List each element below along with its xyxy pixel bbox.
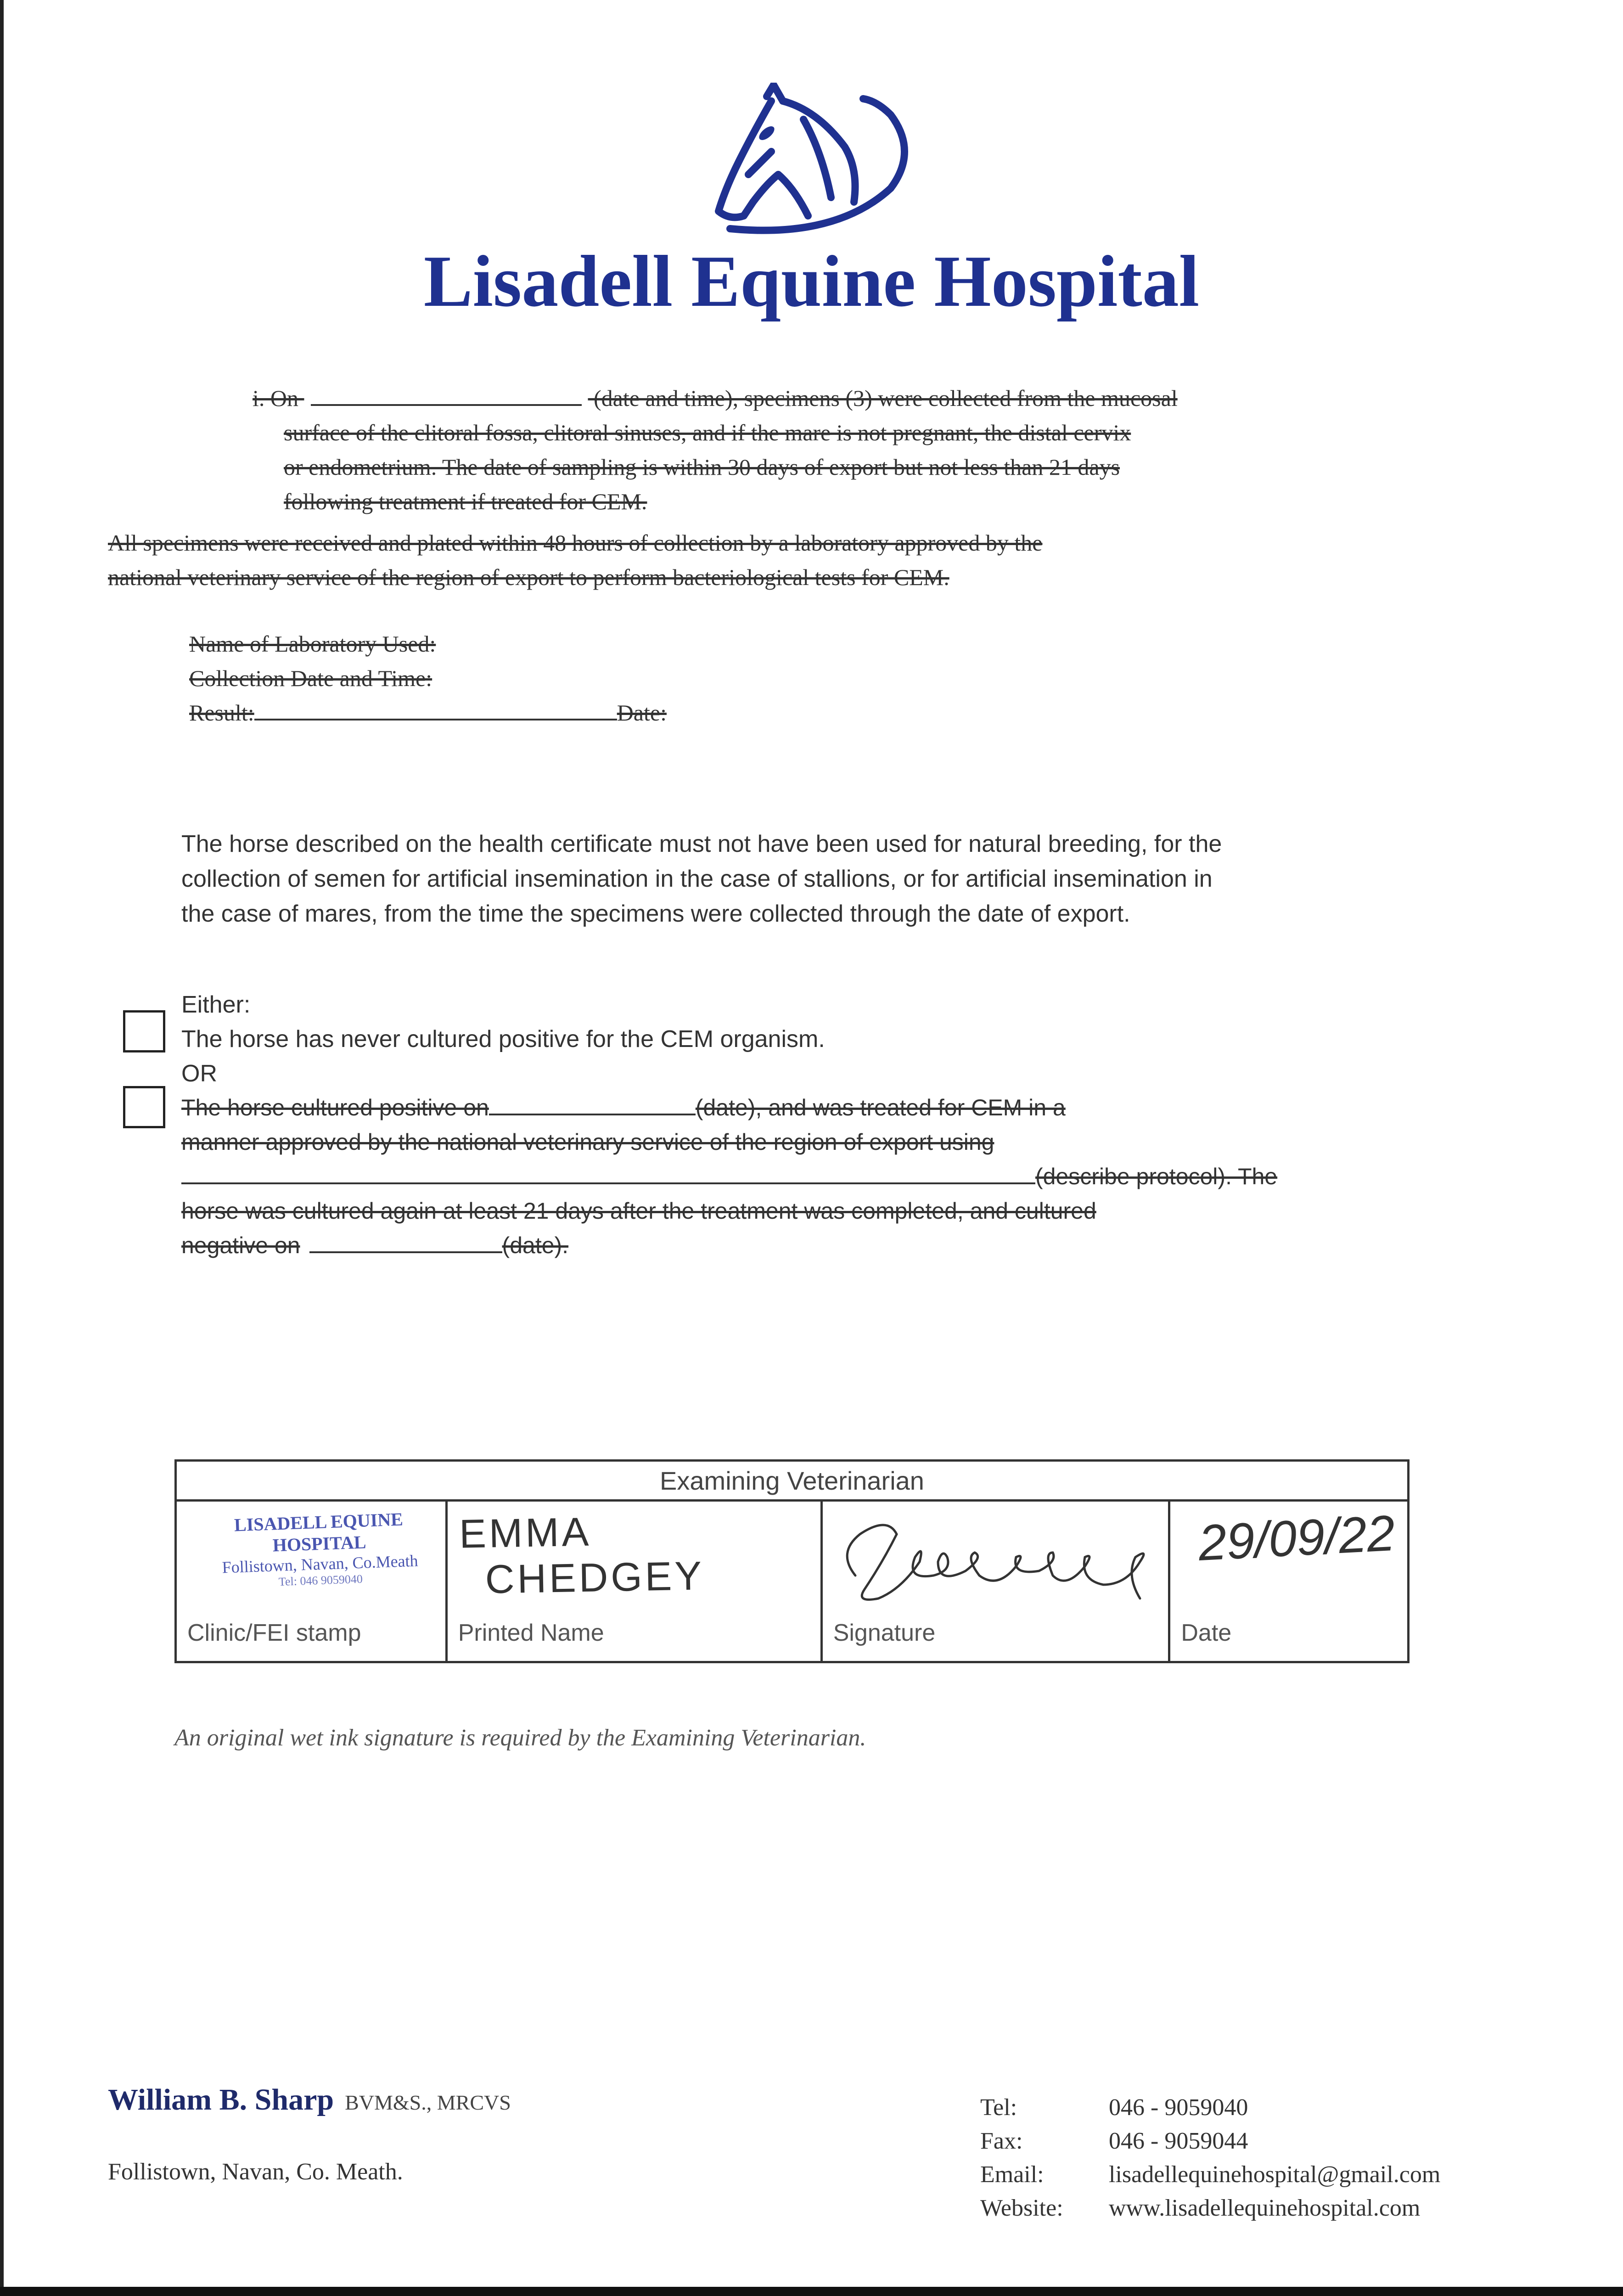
negative-date-blank (309, 1251, 502, 1253)
tel-value[interactable]: 046 - 9059040 (1109, 2094, 1248, 2121)
email-label: Email: (980, 2161, 1044, 2188)
all-specimens-line2: national veterinary service of the region of export to perform bacteriological tests for CEM. (108, 564, 949, 590)
footer-vet-name (108, 2082, 511, 2117)
vet-table (174, 1459, 1410, 1663)
date-label: Date (1181, 1620, 1232, 1646)
option2-line4: horse was cultured again at least 21 days after the treatment was completed, and cultured (181, 1198, 1096, 1224)
option2-text-b: (date), and was treated for CEM in a (695, 1095, 1066, 1120)
clinic-stamp (203, 1507, 435, 1591)
either-label: Either: (181, 991, 251, 1018)
horse-head-icon (698, 83, 914, 234)
date-value: 29/09/22 (1197, 1504, 1397, 1572)
all-specimens-line1: All specimens were received and plated within 48 hours of collection by a laboratory approved by the (108, 530, 1043, 556)
protocol-blank (181, 1182, 1035, 1184)
option2-line3 (181, 1159, 1277, 1194)
stamp-line2: HOSPITAL (272, 1531, 367, 1556)
website-link[interactable]: www.lisadellequinehospital.com (1109, 2195, 1421, 2221)
cem-line1-text: (date and time), specimens (3) were collected from the mucosal (594, 385, 1178, 411)
signature-cell (821, 1501, 1169, 1662)
stamp-line3: Follistown, Navan, Co.Meath (222, 1551, 419, 1577)
option1-checkbox[interactable] (123, 1010, 165, 1052)
lab-label: Name of Laboratory Used: (189, 631, 436, 657)
email-link[interactable]: lisadellequinehospital@gmail.com (1109, 2161, 1441, 2188)
datetime-blank (311, 404, 582, 406)
scan-edge-left (0, 0, 4, 2296)
signature-label: Signature (833, 1620, 936, 1646)
vet-credentials: BVM&S., MRCVS (345, 2091, 511, 2114)
result-label: Result: (189, 700, 254, 726)
stamp-line1: LISADELL EQUINE (234, 1508, 404, 1536)
result-blank (254, 718, 617, 720)
footer-address: Follistown, Navan, Co. Meath. (108, 2159, 403, 2185)
tel-label: Tel: (980, 2094, 1017, 2121)
option2-protocol-text: (describe protocol). The (1035, 1164, 1278, 1189)
cem-item-line4: following treatment if treated for CEM. (284, 489, 647, 514)
cem-item-number: i. On (253, 385, 298, 411)
option2-negative-text: negative on (181, 1232, 300, 1258)
positive-date-blank (489, 1113, 696, 1115)
result-date-label: Date: (617, 700, 667, 726)
fax-value: 046 - 9059044 (1109, 2128, 1248, 2154)
vet-name: William B. Sharp (108, 2083, 334, 2116)
printed-name-value (459, 1507, 705, 1603)
option2-line5 (181, 1228, 568, 1263)
option1-text: The horse has never cultured positive for the CEM organism. (181, 1026, 825, 1052)
printed-name-label: Printed Name (458, 1620, 604, 1646)
breeding-line1: The horse described on the health certificate must not have been used for natural breeding, for the (181, 831, 1222, 857)
stamp-label: Clinic/FEI stamp (187, 1620, 361, 1646)
option2-checkbox[interactable] (123, 1086, 165, 1128)
breeding-line2: collection of semen for artificial insemination in the case of stallions, or for artificial insemination in (181, 866, 1213, 892)
result-row (189, 696, 667, 730)
printed-name-line1: EMMA (459, 1508, 592, 1557)
printed-name-cell (446, 1501, 821, 1662)
signature-drawing (828, 1507, 1168, 1612)
or-label: OR (181, 1060, 217, 1087)
option2-text-a: The horse cultured positive on (181, 1095, 489, 1120)
cem-item-line3: or endometrium. The date of sampling is within 30 days of export but not less than 21 days (284, 454, 1120, 480)
vet-table-heading: Examining Veterinarian (176, 1461, 1409, 1501)
option2-line1 (181, 1091, 1066, 1125)
scan-edge-bottom (0, 2287, 1623, 2296)
option2-date-text: (date). (502, 1232, 569, 1258)
fax-label: Fax: (980, 2128, 1023, 2154)
printed-name-line2: CHEDGEY (484, 1553, 705, 1602)
wet-ink-note: An original wet ink signature is required by the Examining Veterinarian. (174, 1725, 866, 1751)
website-label: Website: (980, 2195, 1063, 2221)
stamp-cell (176, 1501, 447, 1662)
collection-label: Collection Date and Time: (189, 665, 432, 691)
hospital-title: Lisadell Equine Hospital (423, 240, 1200, 322)
cem-item-line1 (253, 381, 1492, 416)
date-cell (1169, 1501, 1409, 1662)
stamp-line4: Tel: 046 9059040 (278, 1572, 363, 1589)
cem-item-line2: surface of the clitoral fossa, clitoral sinuses, and if the mare is not pregnant, the distal cervix (284, 420, 1131, 445)
breeding-line3: the case of mares, from the time the specimens were collected through the date of export. (181, 900, 1130, 927)
option2-line2: manner approved by the national veterinary service of the region of export using (181, 1129, 994, 1155)
